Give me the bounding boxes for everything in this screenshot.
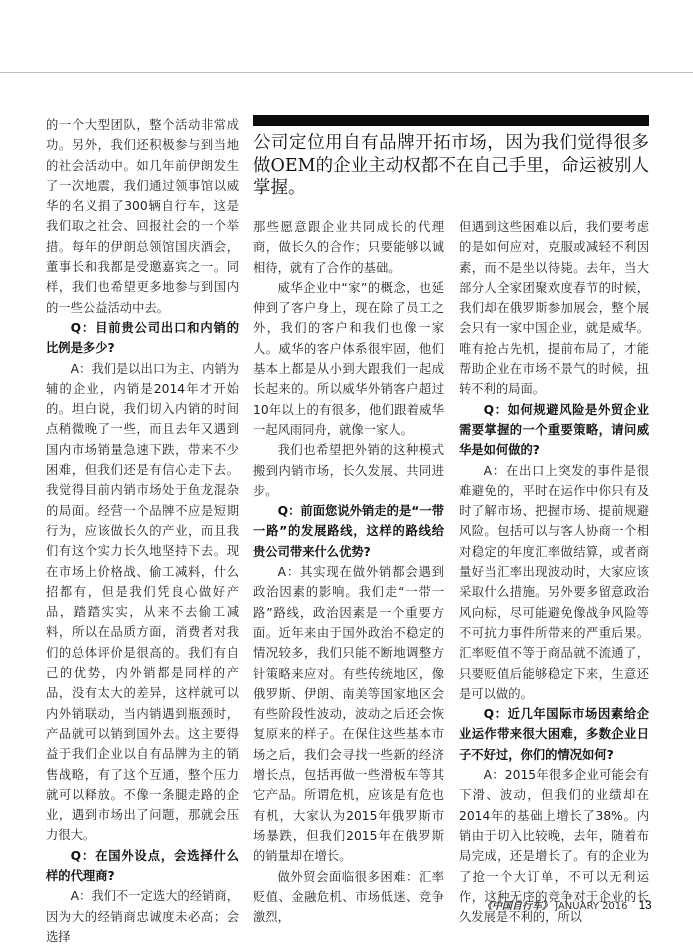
magazine-name: 《中国自行车》 <box>482 901 552 912</box>
question: Q：前面您说外销走的是“一带一路”的发展路线，这样的路线给贵公司带来什么优势? <box>253 504 444 559</box>
pull-quote <box>253 115 649 200</box>
article-column-3 <box>459 217 649 927</box>
answer: A：我们是以出口为主、内销为辅的企业，内销是2014年才开始的。坦白说，我们切入内销的时间点稍微晚了一些，而且去年又遇到国内市场销量急速下跌，带来不少困难，但我们还是有信心走下去。我觉得目前内销市场处于鱼龙混杂的局面。经营一个品牌不应是短期行为，应该做长久的产业，而且我们有这个实力长久地坚持下去。现在市场上价格战、偷工减料，什么招都有，但是我们凭良心做好产品，踏踏实实，从来不去偷工减料，所以在品质方面，消费者对我们的总体评价是很高的。我们有自己的优势，内外销都是同样的产品，没有太大的差异，这样就可以内外销联动，当内销遇到瓶颈时，产品就可以销到国外去。这主要得益于我们企业以自有品牌为主的销售战略，有了这个互通，整个压力就可以释放。不像一条腿走路的企业，遇到市场出了问题，那就会压力很大。 <box>46 361 239 843</box>
paragraph: 的一个大型团队，整个活动非常成功。另外，我们还积极参与到当地的社会活动中。如几年前伊朗发生了一次地震，我们通过领事馆以威华的名义捐了300辆自行车，这是我们取之社会、回报社会的一个举措。每年的伊朗总领馆国庆酒会，董事长和我都是受邀嘉宾之一。同样，我们也希望更多地参与到国内的一些公益活动中去。 <box>46 118 239 315</box>
paragraph: 做外贸会面临很多困难：汇率贬值、金融危机、市场低迷、竞争激烈， <box>253 869 444 925</box>
page-number: 13 <box>638 900 652 912</box>
question: Q：如何规避风险是外贸企业需要掌握的一个重要策略，请问威华是如何做的? <box>459 402 649 458</box>
answer: A：2015年很多企业可能会有下滑、波动，但我们的业绩却在2014年的基础上增长了38%。内销由于切入比较晚，去年，随着布局完成，还是增长了。有的企业为了抢一个大订单，不可以无利运作，这种无序的竞争对于企业的长久发展是不利的，所以 <box>459 768 649 925</box>
page-footer <box>482 897 652 912</box>
question: Q：近几年国际市场因素给企业运作带来很大困难，多数企业日子不好过，你们的情况如何? <box>459 707 649 762</box>
answer: A：我们不一定选大的经销商，因为大的经销商忠诚度未必高；会选择 <box>46 889 239 944</box>
paragraph: 我们也希望把外销的这种模式搬到内销市场，长久发展、共同进步。 <box>253 443 444 498</box>
answer: A：在出口上突发的事件是很难避免的，平时在运作中你只有及时了解市场、把握市场、提前规避风险。包括可以与客人协商一个相对稳定的年度汇率做结算，或者商量好当汇率出现波动时，大家应该采取什么措施。另外要多留意政治风向标，尽可能避免像战争风险等不可抗力事件所带来的严重后果。汇率贬值不等于商品就不流通了，只要贬值后能够稳定下来，生意还是可以做的。 <box>459 463 649 701</box>
pull-quote-bar <box>253 115 649 126</box>
paragraph: 但遇到这些困难以后，我们要考虑的是如何应对，克服或减轻不利因素，而不是坐以待毙。去年，当大部分人全家团聚欢度春节的时候，我们却在俄罗斯参加展会，整个展会只有一家中国企业，就是威华。唯有抢占先机，提前布局了，才能帮助企业在市场不景气的时候，扭转不利的局面。 <box>459 220 649 397</box>
question: Q：在国外设点，会选择什么样的代理商? <box>46 848 239 883</box>
answer: A：其实现在做外销都会遇到政治因素的影响。我们走“一带一路”路线，政治因素是一个重要方面。近年来由于国外政治不稳定的情况较多，我们只能不断地调整方针策略来应对。有些传统地区，像俄罗斯、伊朗、南美等国家地区会有些阶段性波动，波动之后还会恢复原来的样子。在保住这些基本市场之后，我们会寻找一些新的经济增长点，包括再做一些滑板车等其它产品。所谓危机，应该是有危也有机，大家认为2015年俄罗斯市场暴跌，但我们2015年在俄罗斯的销量却在增长。 <box>253 565 444 864</box>
paragraph: 那些愿意跟企业共同成长的代理商，做长久的合作；只要能够以诚相待，就有了合作的基础。 <box>253 220 444 275</box>
article-column-2 <box>253 217 444 927</box>
issue-date: JANUARY 2016 <box>555 901 628 912</box>
question: Q：目前贵公司出口和内销的比例是多少? <box>46 320 239 356</box>
header-rule <box>0 72 693 73</box>
article-column-1 <box>46 115 239 947</box>
pull-quote-text: 公司定位用自有品牌开拓市场，因为我们觉得很多做OEM的企业主动权都不在自己手里，命运被别人掌握。 <box>253 133 649 198</box>
paragraph: 威华企业中“家”的概念，也延伸到了客户身上，现在除了员工之外，我们的客户和我们也像一家人。威华的客户体系很牢固，他们基本上都是从小到大跟我们一起成长起来的。所以威华外销客户超过10年以上的有很多，他们跟着威华一起风雨同舟，就像一家人。 <box>253 280 444 437</box>
